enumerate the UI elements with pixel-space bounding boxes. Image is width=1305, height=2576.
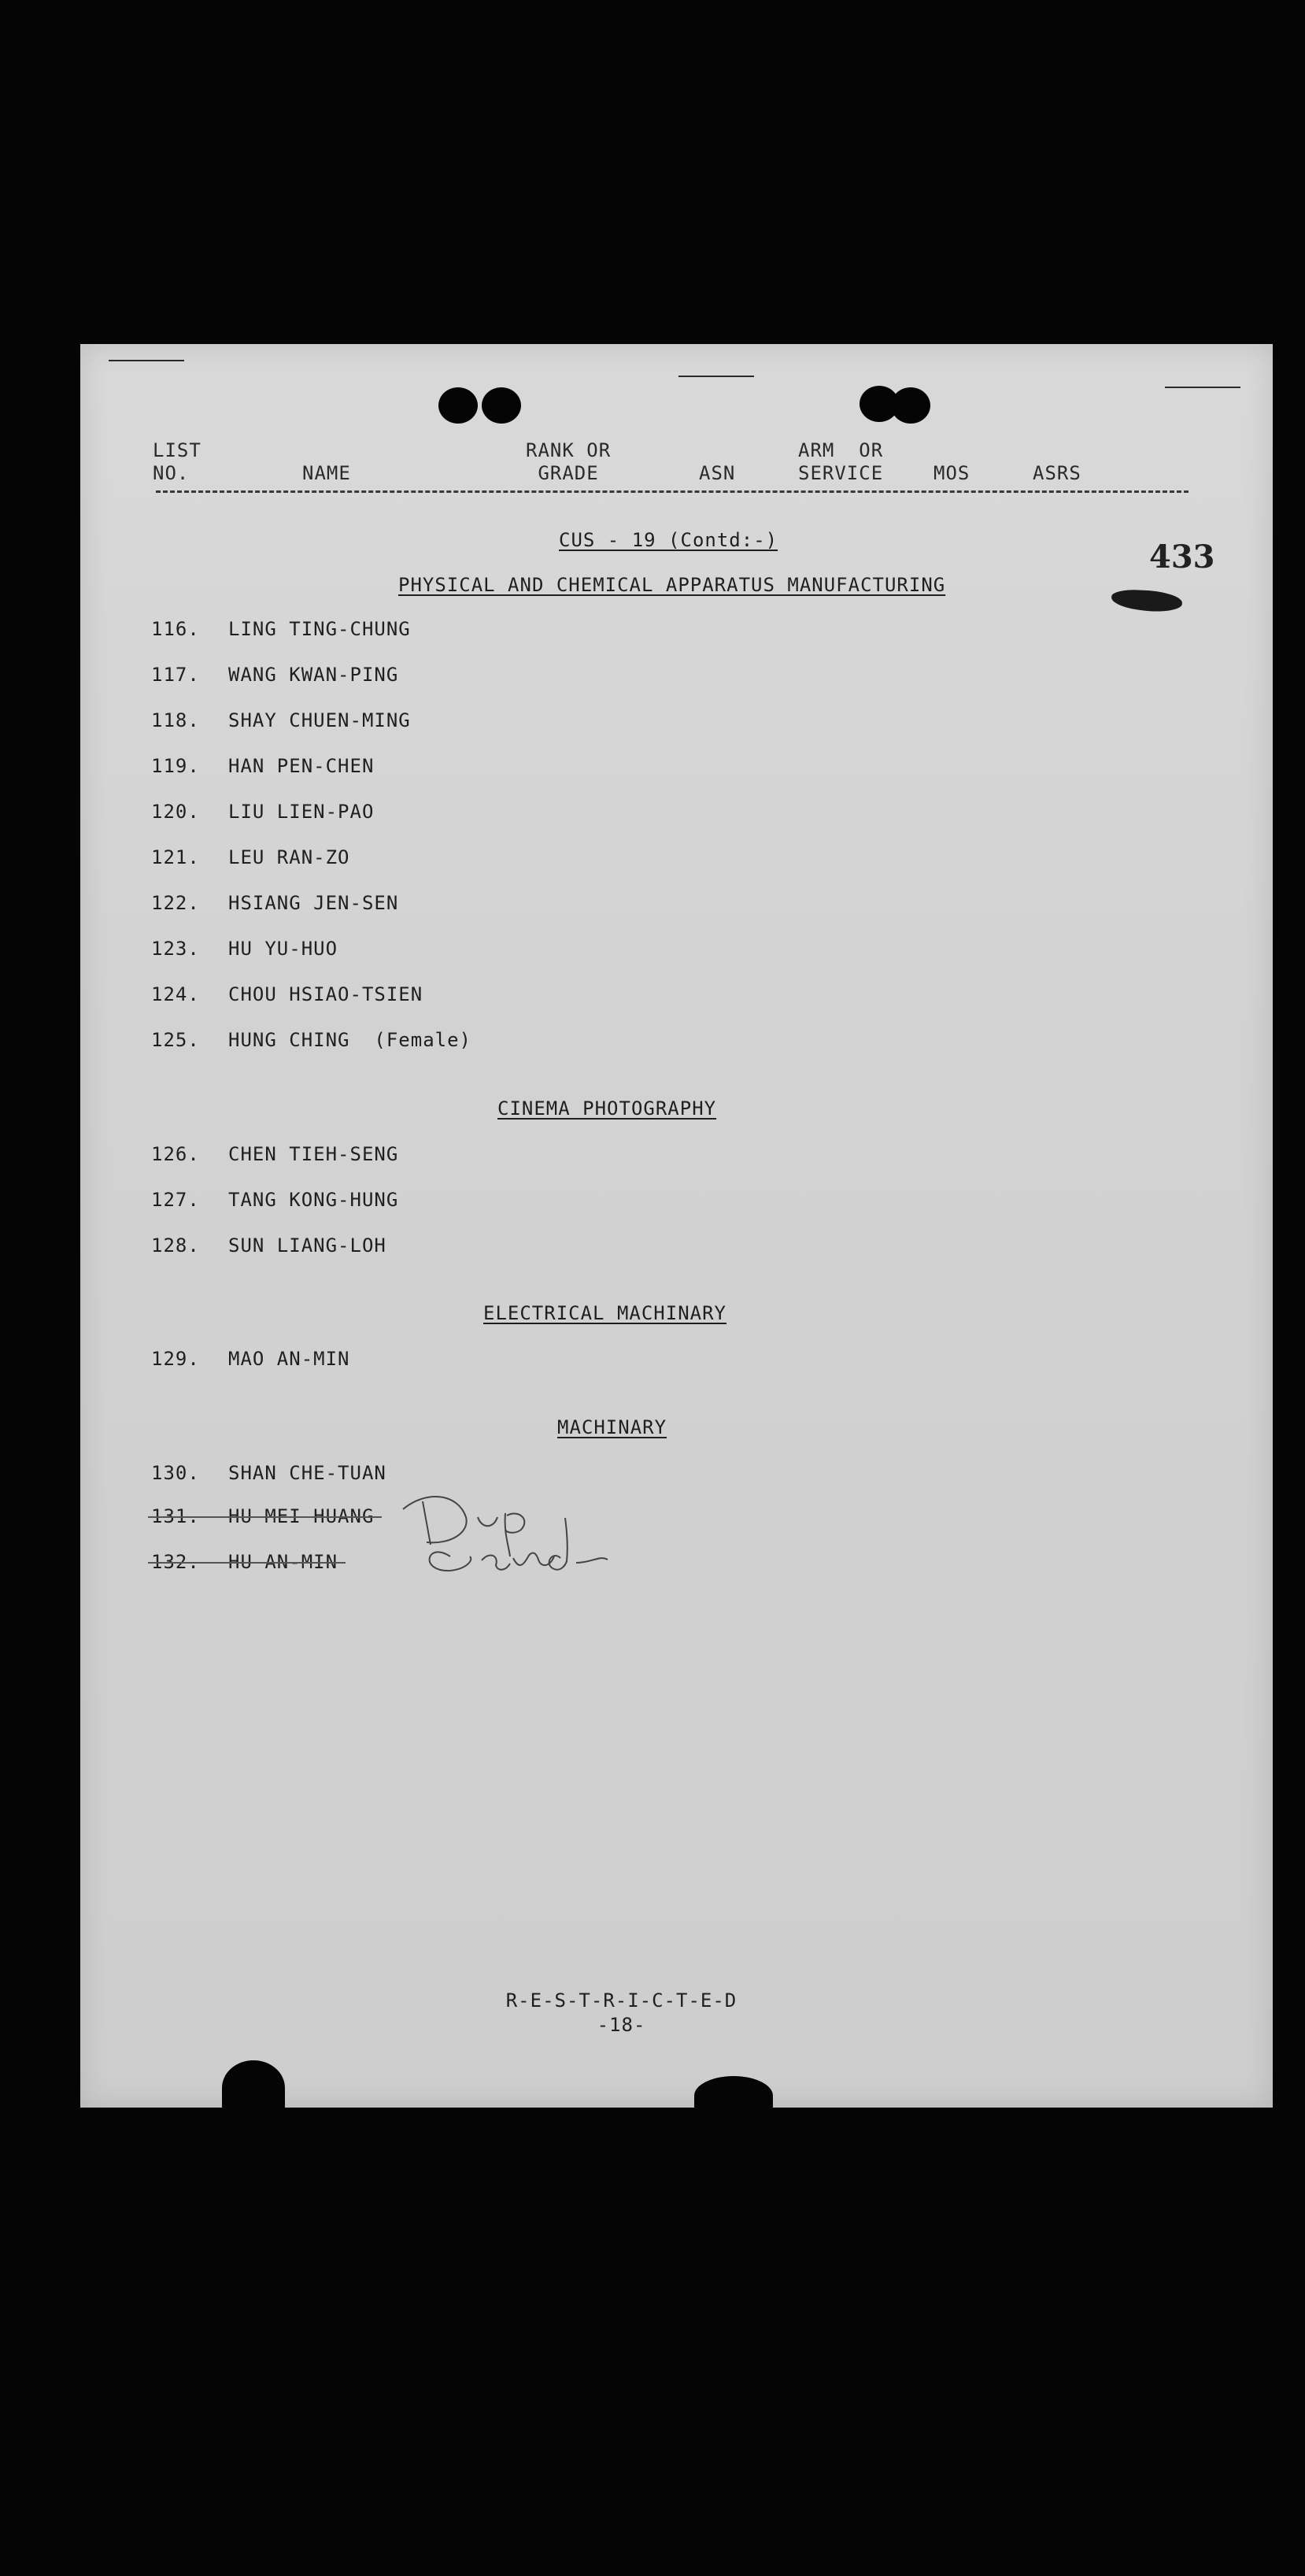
list-item: 124. CHOU HSIAO-TSIEN — [151, 983, 423, 1005]
restricted-label: R-E-S-T-R-I-C-T-E-D — [505, 1989, 738, 2012]
header-rank: RANK OR GRADE — [526, 439, 612, 484]
document-page — [80, 344, 1273, 2108]
list-item-struck: 132. HU AN-MIN — [151, 1551, 338, 1573]
list-item: 122. HSIANG JEN-SEN — [151, 892, 399, 914]
header-mos: MOS — [933, 462, 970, 484]
torn-edge-right — [694, 2076, 773, 2115]
list-item: 130. SHAN CHE-TUAN — [151, 1462, 386, 1484]
section-title: ELECTRICAL MACHINARY — [483, 1302, 726, 1324]
section-title: PHYSICAL AND CHEMICAL APPARATUS MANUFACTURING — [398, 574, 946, 596]
list-item: 119. HAN PEN-CHEN — [151, 755, 375, 777]
list-item: 123. HU YU-HUO — [151, 938, 338, 960]
list-item: 128. SUN LIANG-LOH — [151, 1234, 386, 1257]
header-arm: ARM OR SERVICE — [798, 439, 884, 484]
punch-hole-left-2 — [482, 387, 521, 424]
handwritten-note — [395, 1486, 741, 1580]
ink-blot — [1111, 589, 1182, 613]
section-title: CINEMA PHOTOGRAPHY — [497, 1097, 717, 1120]
header-divider — [156, 490, 1189, 493]
list-item: 126. CHEN TIEH-SENG — [151, 1143, 399, 1165]
top-mark-mid — [678, 376, 754, 377]
page-mark: 433 — [1149, 539, 1215, 576]
header-asrs: ASRS — [1033, 462, 1081, 484]
torn-edge-left — [222, 2060, 285, 2115]
list-item: 125. HUNG CHING (Female) — [151, 1029, 471, 1051]
list-item: 129. MAO AN-MIN — [151, 1348, 350, 1370]
punch-hole-right-2 — [891, 387, 930, 424]
header-name: NAME — [302, 462, 351, 484]
document-title: CUS - 19 (Contd:-) — [559, 529, 778, 551]
header-list-no: LIST NO. — [153, 439, 201, 484]
header-asn: ASN — [699, 462, 736, 484]
top-mark-left — [109, 360, 184, 361]
list-item: 117. WANG KWAN-PING — [151, 664, 399, 686]
page-number: -18- — [597, 2014, 646, 2036]
list-item: 121. LEU RAN-ZO — [151, 846, 350, 868]
section-title: MACHINARY — [557, 1416, 667, 1438]
list-item: 118. SHAY CHUEN-MING — [151, 709, 411, 731]
punch-hole-left-1 — [438, 387, 478, 424]
top-mark-right — [1165, 387, 1240, 388]
list-item: 120. LIU LIEN-PAO — [151, 801, 375, 823]
list-item: 116. LING TING-CHUNG — [151, 618, 411, 640]
list-item-struck: 131. HU MEI HUANG — [151, 1505, 375, 1527]
list-item: 127. TANG KONG-HUNG — [151, 1189, 399, 1211]
